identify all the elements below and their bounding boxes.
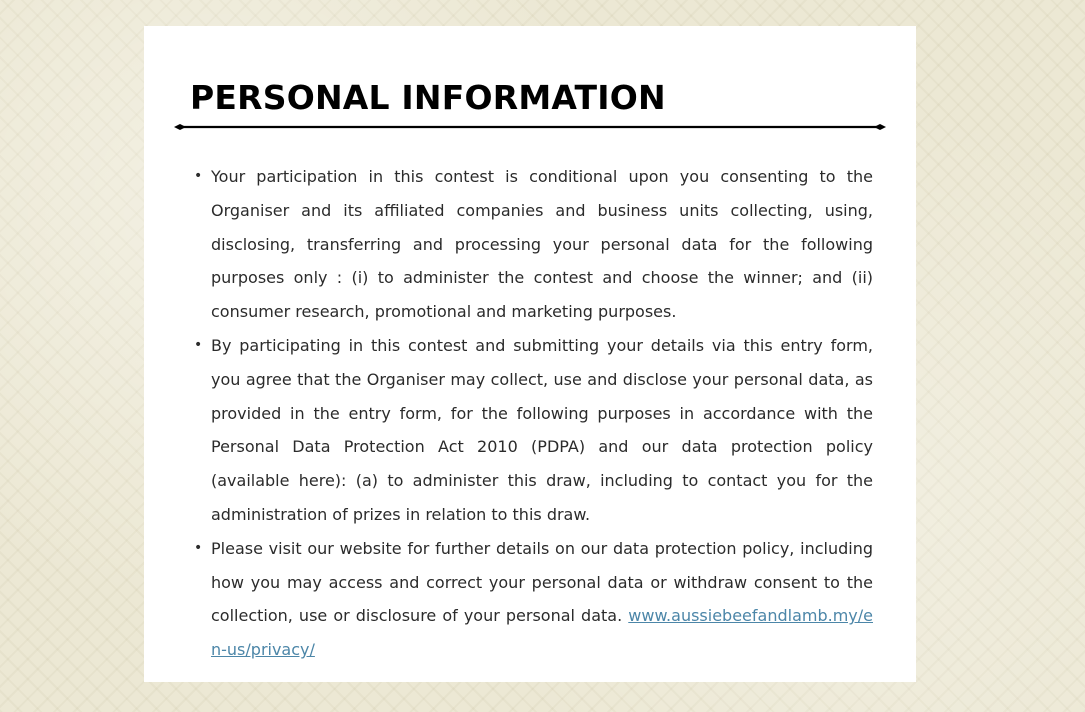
- bullet-text: By participating in this contest and submitting your details via this entry form, you agree that the Organiser may collect, use and disclose your personal data, as provided in the entry form, for the following purposes in accordance with the Personal Data Protection Act 2010 (PDPA) and our data protection policy (available here): (a) to administer this draw, including to contact you for the administration of prizes in relation to this draw.: [211, 335, 873, 524]
- bullet-icon: •: [194, 168, 203, 184]
- section-title: PERSONAL INFORMATION: [190, 78, 666, 117]
- title-divider: [174, 121, 886, 133]
- bullet-icon: •: [194, 539, 203, 556]
- bullet-text: Please visit our website for further details on our data protection policy, including how you may access and correct your personal data or withdraw consent to the collection, use or disclosure of your personal data.: [211, 538, 873, 626]
- bullet-item-pdpa: [194, 329, 873, 532]
- privacy-policy-link[interactable]: www.aussiebeefandlamb.my/en-us/privacy/: [211, 606, 873, 660]
- bullet-item-website: [194, 532, 873, 667]
- bullet-item-consent: [194, 160, 873, 329]
- personal-information-card: [144, 26, 916, 682]
- bullet-icon: •: [194, 336, 203, 353]
- consent-bullet-list: [194, 160, 873, 667]
- bullet-text: Your participation in this contest is conditional upon you consenting to the Organiser and its affiliated companies and business units collecting, using, disclosing, transferring and processing your personal data for the following purposes only : (i) to administer the contest and choose the winner; and (ii) consumer research, promotional and marketing purposes.: [211, 167, 873, 322]
